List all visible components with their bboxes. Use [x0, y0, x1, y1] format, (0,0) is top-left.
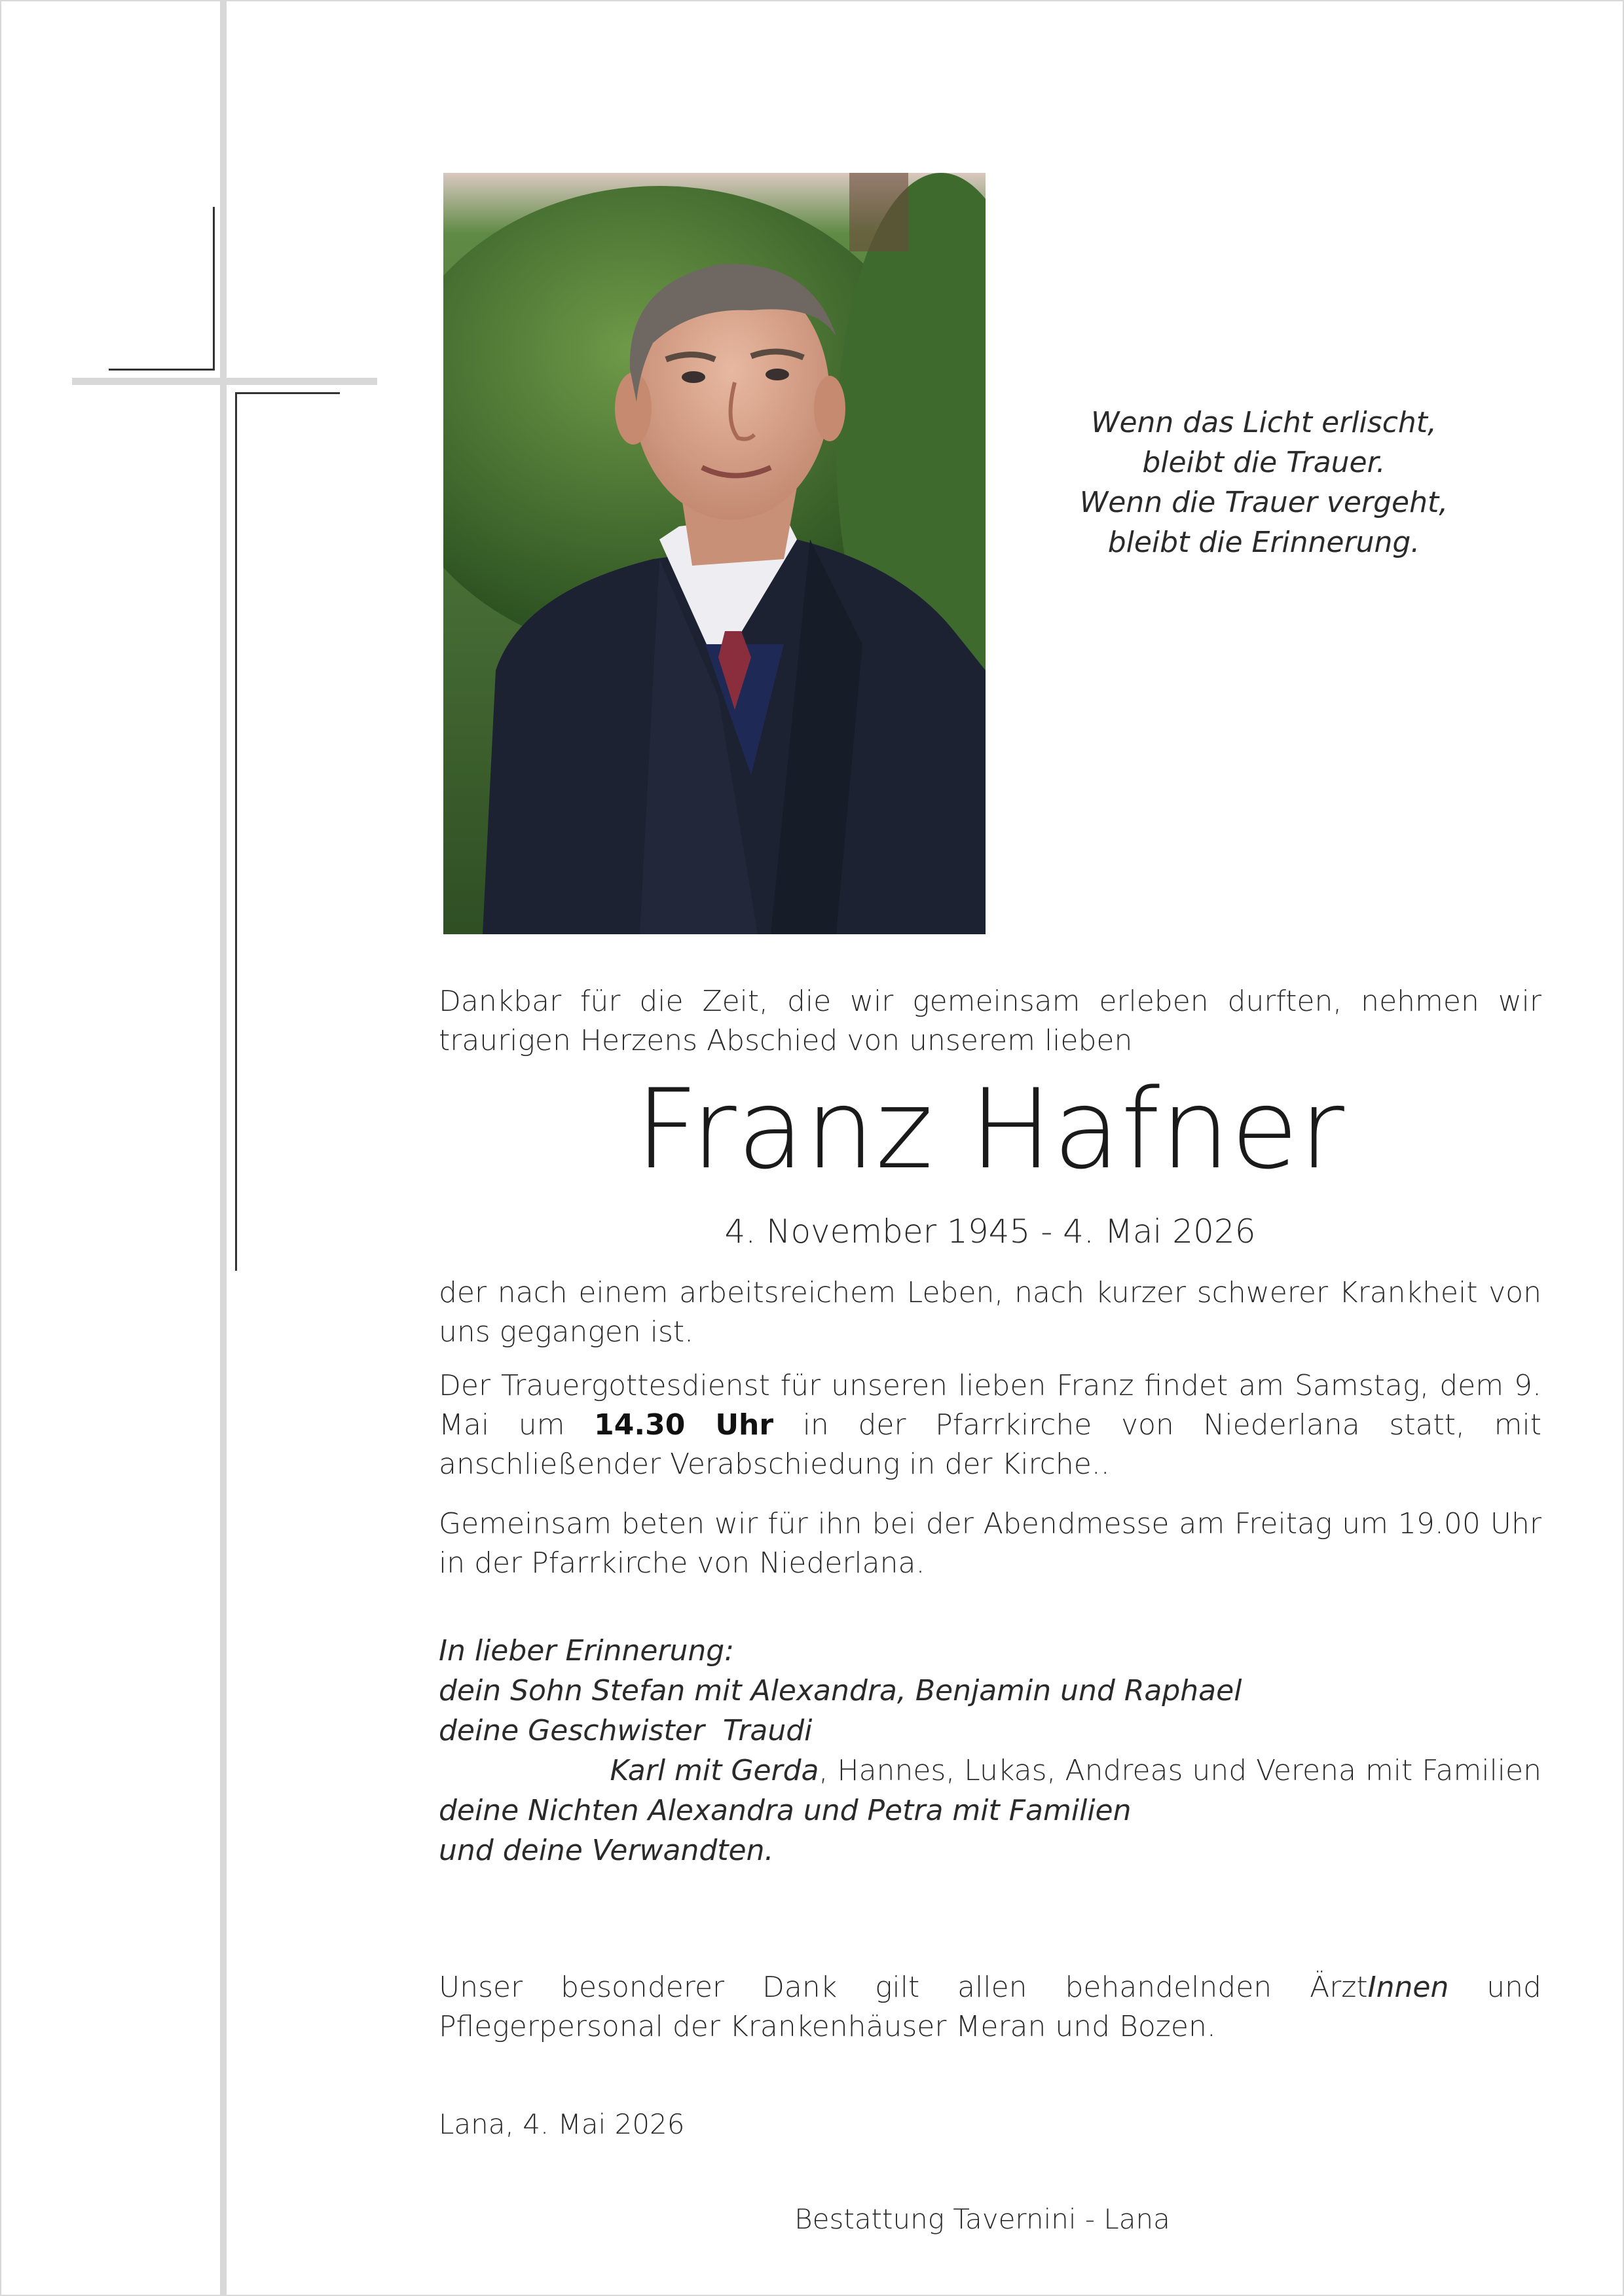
passing-text: der nach einem arbeitsreichem Leben, nach kurzer schwerer Krankheit von uns gegangen ist. [439, 1276, 1541, 1349]
memory-line: und deine Verwandten. [439, 1834, 774, 1867]
deceased-name: Franz Hafner [635, 1065, 1345, 1194]
place-date: Lana, 4. Mai 2026 [439, 2108, 685, 2140]
thanks-part: Unser besonderer Dank gilt allen behandelnden Ärzt [439, 1971, 1368, 2004]
thanks-part: und Pflegerpersonal der Krankenhäuser Meran und Bozen. [439, 1971, 1541, 2043]
cross-vertical-bar [220, 0, 227, 2296]
funeral-text-part: Der Trauergottesdienst für unseren lieben Franz findet am Samstag, dem 9. Mai um [439, 1369, 1541, 1442]
life-dates: 4. November 1945 - 4. Mai 2026 [724, 1212, 1256, 1250]
verse [1035, 403, 1493, 562]
funeral-text [439, 1366, 1541, 1484]
cross-line [213, 207, 215, 371]
memory-line [439, 1751, 1541, 1791]
thanks-text [439, 1968, 1541, 2047]
cross-line [235, 392, 237, 1271]
memory-line: deine Nichten Alexandra und Petra mit Familien [439, 1794, 1132, 1827]
verse-line: Wenn die Trauer vergeht, [1079, 486, 1449, 519]
portrait-photo [443, 173, 986, 934]
undertaker: Bestattung Tavernini - Lana [794, 2203, 1170, 2235]
prayer-text: Gemeinsam beten wir für ihn bei der Abendmesse am Freitag um 19.00 Uhr in der Pfarrkirche von Niederlana. [439, 1507, 1541, 1580]
memory-line-part: , Hannes, Lukas, Andreas und Verena mit Familien [819, 1754, 1541, 1787]
memory-line: deine Geschwister Traudi [439, 1714, 813, 1747]
intro-text: Dankbar für die Zeit, die wir gemeinsam erleben durften, nehmen wir traurigen Herzens Abschied von unserem lieben [439, 985, 1541, 1057]
cross-line [109, 369, 215, 371]
cross-horizontal-bar [72, 378, 377, 385]
verse-line: Wenn das Licht erlischt, [1090, 406, 1437, 439]
memory-line: dein Sohn Stefan mit Alexandra, Benjamin und Raphael [439, 1674, 1242, 1707]
cross-line [236, 392, 340, 394]
verse-line: bleibt die Erinnerung. [1107, 526, 1420, 559]
memory-heading: In lieber Erinnerung: [439, 1634, 735, 1667]
funeral-time: 14.30 Uhr [594, 1408, 774, 1442]
thanks-part: Innen [1367, 1971, 1449, 2004]
memory-line-part: Karl mit Gerda [610, 1754, 819, 1787]
verse-line: bleibt die Trauer. [1142, 446, 1386, 479]
funeral-text-part: in der Pfarrkirche von Niederlana statt, mit anschließender Verabschiedung in der Kirche.. [439, 1408, 1542, 1481]
